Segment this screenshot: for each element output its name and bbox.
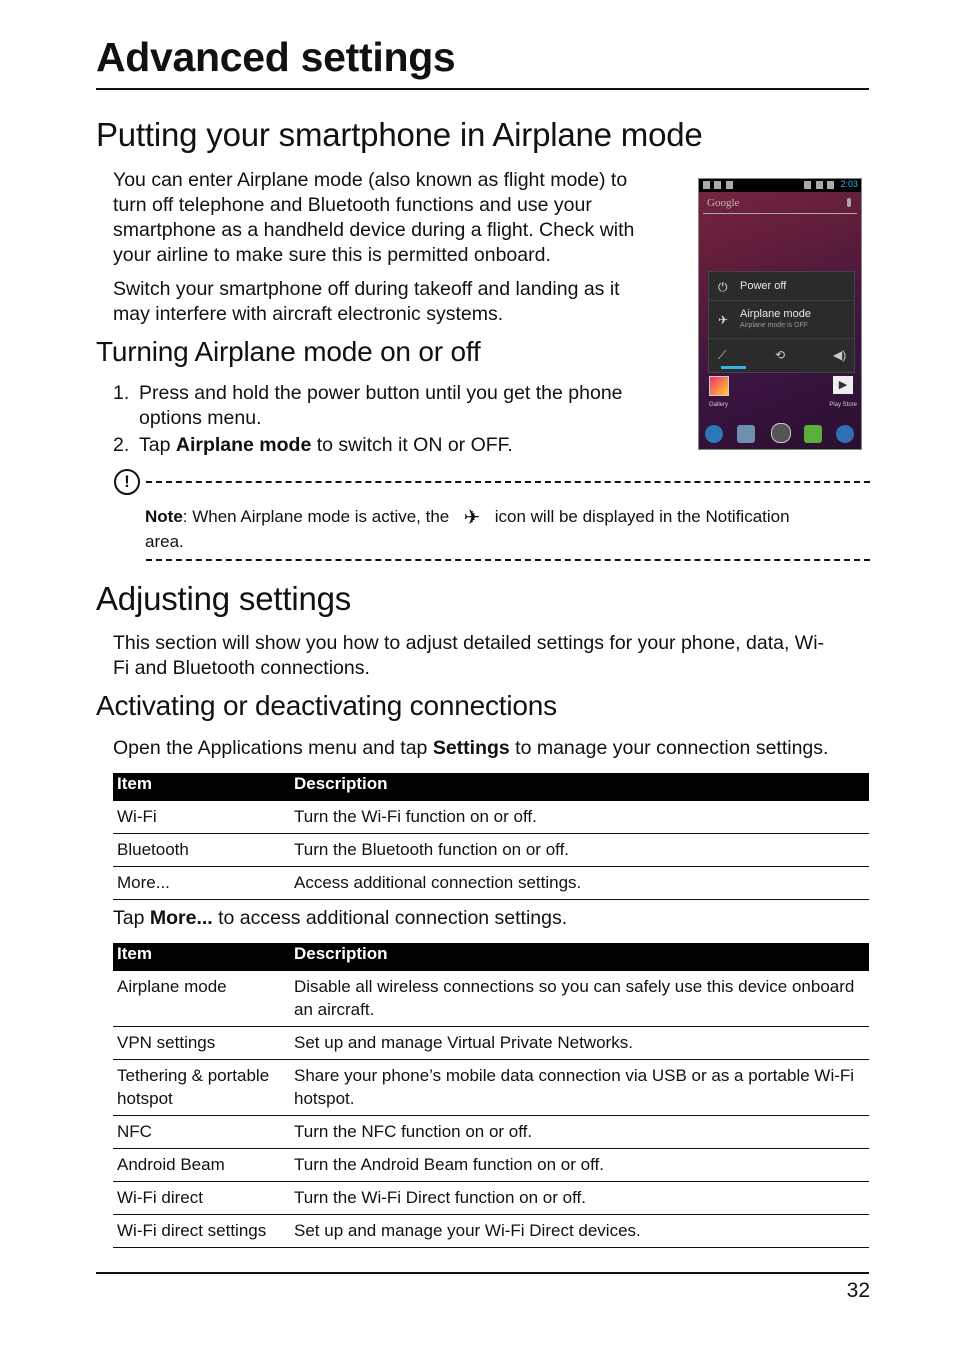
table-cell-item: Wi-Fi direct settings — [113, 1215, 290, 1248]
step-text: Tap Airplane mode to switch it ON or OFF. — [139, 434, 513, 456]
table-cell-description: Set up and manage Virtual Private Networks. — [290, 1027, 869, 1060]
battery-icon — [827, 181, 834, 189]
connections-table — [113, 773, 869, 900]
phone-status-bar — [699, 179, 861, 192]
note-label: Note — [145, 507, 183, 526]
table-cell-item: Bluetooth — [113, 834, 290, 867]
play-store-icon: ▶ — [833, 376, 853, 394]
notification-icon — [714, 181, 721, 189]
subsection-title-airplane-toggle: Turning Airplane mode on or off — [96, 336, 481, 367]
table-row — [113, 1215, 869, 1248]
section-title-airplane: Putting your smartphone in Airplane mode — [96, 116, 703, 153]
step-number: 1. — [113, 382, 130, 404]
more-settings-table — [113, 943, 869, 1248]
table-cell-description: Turn the Wi-Fi function on or off. — [290, 801, 869, 834]
table-cell-description: Turn the NFC function on or off. — [290, 1116, 869, 1149]
page-number: 32 — [846, 1279, 870, 1302]
footer-rule — [96, 1272, 869, 1274]
search-hint: Google — [707, 197, 740, 209]
microphone-icon — [847, 198, 851, 207]
contacts-app-icon — [737, 425, 755, 443]
vibrate-icon: ⟲ — [775, 348, 786, 362]
step-number: 2. — [113, 434, 130, 456]
subsection-title-connections: Activating or deactivating connections — [96, 690, 557, 721]
note-bottom-border — [146, 559, 870, 561]
phone-options-dialog: ⏻ Power off ✈ Airplane mode Airplane mode is OFF ⟋ ⟲ ◀) — [708, 271, 855, 373]
table-cell-description: Share your phone’s mobile data connection via USB or as a portable Wi-Fi hotspot. — [290, 1060, 869, 1116]
airplane-takeoff-paragraph: Switch your smartphone off during takeoff and landing as it may interfere with aircraft electronic systems. — [113, 278, 620, 325]
note-box: Note: When Airplane mode is active, the ✈ icon will be displayed in the Notification area. — [145, 507, 790, 551]
table-cell-description: Disable all wireless connections so you can safely use this device onboard an aircraft. — [290, 971, 869, 1027]
section-title-adjusting: Adjusting settings — [96, 580, 352, 617]
column-header-item: Item — [113, 773, 290, 801]
note-top-border — [146, 481, 870, 483]
title-rule — [96, 88, 869, 90]
table-cell-description: Set up and manage your Wi-Fi Direct devices. — [290, 1215, 869, 1248]
silent-icon: ⟋ — [718, 348, 727, 362]
column-header-description: Description — [290, 773, 869, 801]
lock-icon — [726, 181, 733, 189]
airplane-icon: ✈ — [718, 313, 729, 327]
table-row — [113, 867, 869, 900]
dialog-divider — [709, 300, 854, 301]
table-row — [113, 834, 869, 867]
table-cell-description: Turn the Bluetooth function on or off. — [290, 834, 869, 867]
table-cell-description: Turn the Android Beam function on or off. — [290, 1149, 869, 1182]
table-cell-description: Access additional connection settings. — [290, 867, 869, 900]
note-icon: ! — [114, 469, 140, 495]
airplane-intro-paragraph: You can enter Airplane mode (also known as flight mode) to turn off telephone and Bluetooth functions and use your smartphone as a handheld device during a flight. Check with your airline to make sure this is permitted onboard. — [113, 169, 635, 266]
table-row — [113, 1182, 869, 1215]
sound-icon: ◀) — [833, 348, 847, 362]
column-header-description: Description — [290, 943, 869, 971]
table-row — [113, 1116, 869, 1149]
adjusting-intro-paragraph: This section will show you how to adjust detailed settings for your phone, data, Wi- Fi and Bluetooth connections. — [113, 632, 825, 679]
phone-screenshot — [698, 178, 862, 450]
table-cell-item: VPN settings — [113, 1027, 290, 1060]
table-cell-item: Wi-Fi — [113, 801, 290, 834]
airplane-icon: ✈ — [463, 507, 481, 529]
dialog-divider — [709, 338, 854, 339]
page-title: Advanced settings — [96, 34, 456, 80]
usb-icon — [703, 181, 710, 189]
table-cell-item: Wi-Fi direct — [113, 1182, 290, 1215]
table-row — [113, 971, 869, 1027]
bluetooth-icon — [804, 181, 811, 189]
table-cell-item: More... — [113, 867, 290, 900]
signal-icon — [816, 181, 823, 189]
power-icon: ⏻ — [718, 280, 728, 294]
step-text: Press and hold the power button until you get the phone options menu. — [139, 382, 623, 429]
table-cell-item: NFC — [113, 1116, 290, 1149]
table-cell-item: Tethering & portable hotspot — [113, 1060, 290, 1116]
phone-clock: 2:03 — [840, 179, 858, 189]
table-cell-item: Android Beam — [113, 1149, 290, 1182]
phone-search-bar — [703, 195, 857, 214]
gallery-label: Gallery — [709, 402, 729, 408]
table-row — [113, 801, 869, 834]
apps-drawer-icon — [771, 423, 791, 443]
column-header-item: Item — [113, 943, 290, 971]
airplane-steps-list — [113, 381, 683, 461]
more-intro: Tap More... to access additional connection settings. — [113, 907, 568, 929]
connections-intro: Open the Applications menu and tap Settings to manage your connection settings. — [113, 737, 829, 759]
table-cell-item: Airplane mode — [113, 971, 290, 1027]
table-row — [113, 1149, 869, 1182]
phone-dock — [699, 419, 861, 449]
messaging-app-icon — [804, 425, 822, 443]
table-cell-description: Turn the Wi-Fi Direct function on or off. — [290, 1182, 869, 1215]
play-store-label: Play Store — [829, 402, 857, 408]
phone-app-icon — [705, 425, 723, 443]
browser-app-icon — [836, 425, 854, 443]
table-header-row — [113, 943, 869, 971]
selected-indicator — [721, 366, 746, 369]
gallery-app-icon — [709, 376, 729, 396]
table-row — [113, 1027, 869, 1060]
table-header-row — [113, 773, 869, 801]
table-row — [113, 1060, 869, 1116]
